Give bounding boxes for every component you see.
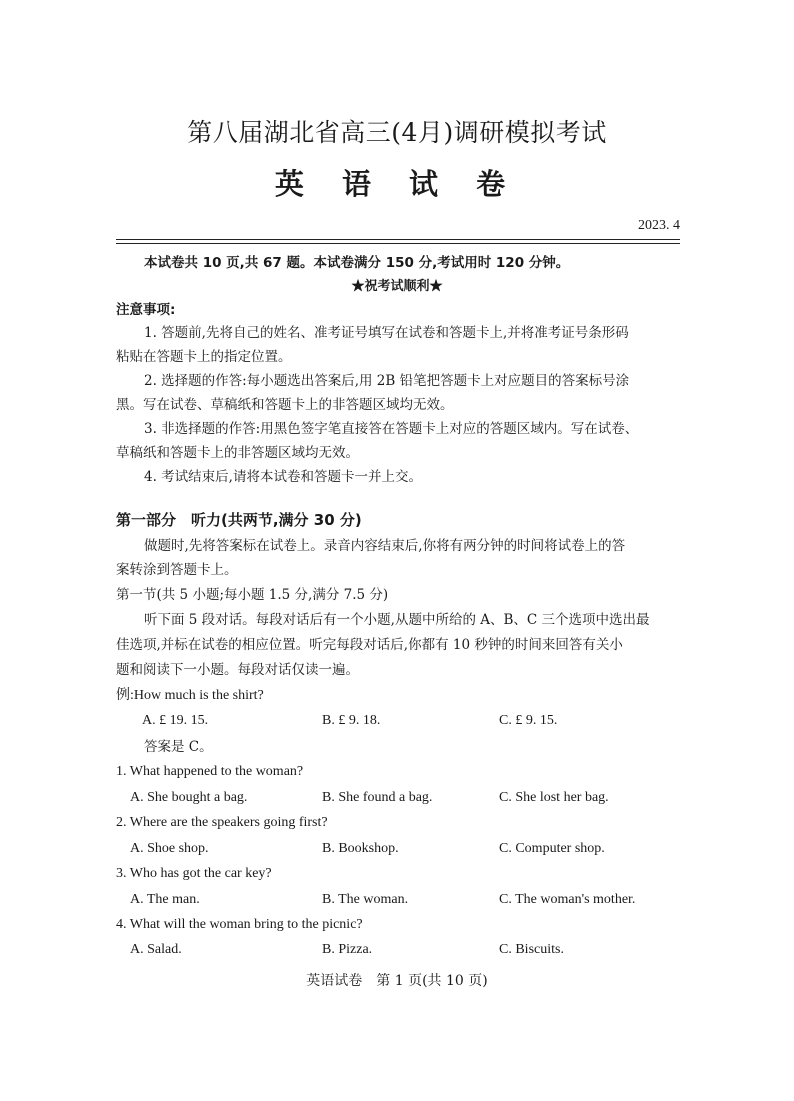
instruction-line: 案转涂到答题卡上。 [116, 562, 238, 578]
notes-heading: 注意事项: [116, 302, 176, 318]
option-a: A. Shoe shop. [130, 841, 209, 856]
question-2: 2. Where are the speakers going first? [116, 815, 328, 830]
page-footer: 英语试卷 第 1 页(共 10 页) [306, 973, 488, 989]
option-c: C. The woman's mother. [499, 892, 636, 907]
option-c: C. Biscuits. [499, 942, 564, 957]
note-line: 粘贴在答题卡上的指定位置。 [116, 349, 292, 365]
note-line: 草稿纸和答题卡上的非答题区域均无效。 [116, 445, 359, 461]
question-3: 3. Who has got the car key? [116, 866, 272, 881]
example-answer: 答案是 C。 [144, 739, 213, 755]
exam-title: 第八届湖北省高三(4月)调研模拟考试 [187, 118, 607, 147]
question-1: 1. What happened to the woman? [116, 764, 304, 779]
question-4: 4. What will the woman bring to the picnic? [116, 917, 363, 932]
instruction-line: 佳选项,并标在试卷的相应位置。听完每段对话后,你都有 10 秒钟的时间来回答有关小 [116, 637, 623, 653]
option-a: A. The man. [130, 892, 200, 907]
note-line: 3. 非选择题的作答:用黑色签字笔直接答在答题卡上对应的答题区域内。写在试卷、 [144, 421, 639, 437]
note-line: 1. 答题前,先将自己的姓名、准考证号填写在试卷和答题卡上,并将准考证号条形码 [144, 325, 629, 341]
header-rule-bottom [116, 243, 680, 244]
note-line: 黑。写在试卷、草稿纸和答题卡上的非答题区域均无效。 [116, 397, 454, 413]
exam-date: 2023. 4 [638, 218, 680, 233]
option-c: C. She lost her bag. [499, 790, 609, 805]
option-a: A. She bought a bag. [130, 790, 248, 805]
example-question: 例:How much is the shirt? [116, 688, 264, 703]
option-c: C. Computer shop. [499, 841, 605, 856]
instruction-line: 听下面 5 段对话。每段对话后有一个小题,从题中所给的 A、B、C 三个选项中选出最 [144, 612, 650, 628]
header-rule-top [116, 239, 680, 240]
option-a: A. Salad. [130, 942, 182, 957]
option-b: B. She found a bag. [322, 790, 433, 805]
subject-title: 英 语 试 卷 [274, 167, 520, 201]
option-b: B. Pizza. [322, 942, 373, 957]
part1-heading: 第一部分 听力(共两节,满分 30 分) [116, 511, 362, 529]
good-luck-wish: ★祝考试顺利★ [351, 279, 443, 294]
option-a: A. £ 19. 15. [142, 713, 209, 728]
option-b: B. Bookshop. [322, 841, 399, 856]
option-b: B. £ 9. 18. [322, 713, 381, 728]
instruction-line: 做题时,先将答案标在试卷上。录音内容结束后,你将有两分钟的时间将试卷上的答 [144, 538, 626, 554]
note-line: 4. 考试结束后,请将本试卷和答题卡一并上交。 [144, 469, 422, 485]
instruction-line: 题和阅读下一小题。每段对话仅读一遍。 [116, 662, 359, 678]
option-c: C. £ 9. 15. [499, 713, 558, 728]
exam-summary: 本试卷共 10 页,共 67 题。本试卷满分 150 分,考试用时 120 分钟。 [144, 255, 570, 271]
section1-heading: 第一节(共 5 小题;每小题 1.5 分,满分 7.5 分) [116, 587, 389, 603]
note-line: 2. 选择题的作答:每小题选出答案后,用 2B 铅笔把答题卡上对应题目的答案标号涂 [144, 373, 630, 389]
option-b: B. The woman. [322, 892, 409, 907]
